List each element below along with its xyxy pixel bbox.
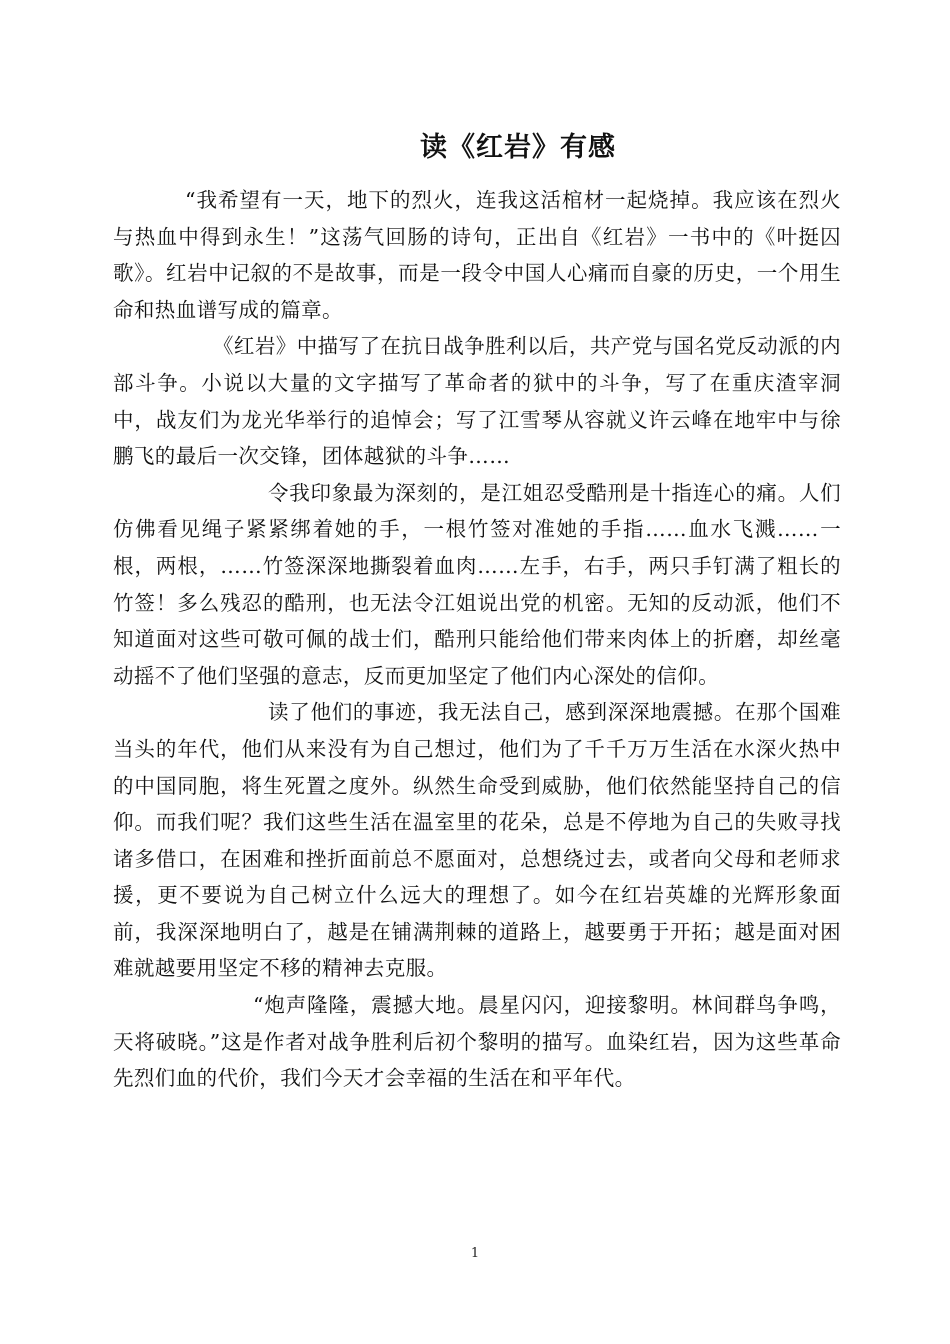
- paragraph-1: “我希望有一天，地下的烈火，连我这活棺材一起烧掉。我应该在烈火与热血中得到永生！”这荡气回肠的诗句，正出自《红岩》一书中的《叶挺囚歌》。红岩中记叙的不是故事，而是一段令中国人心痛而自豪的历史，一个用生命和热血谱写成的篇章。: [113, 188, 841, 322]
- paragraph-4: 读了他们的事迹，我无法自己，感到深深地震撼。在那个国难当头的年代，他们从来没有为自己想过，他们为了千千万万生活在水深火热中的中国同胞，将生死置之度外。纵然生命受到威胁，他们依然能坚持自己的信仰。而我们呢？我们这些生活在温室里的花朵，总是不停地为自己的失败寻找诸多借口，在困难和挫折面前总不愿面对，总想绕过去，或者向父母和老师求援，更不要说为自己树立什么远大的理想了。如今在红岩英雄的光辉形象面前，我深深地明白了，越是在铺满荆棘的道路上，越要勇于开拓；越是面对困难就越要用坚定不移的精神去克服。: [113, 700, 841, 981]
- paragraph-5: “炮声隆隆，震撼大地。晨星闪闪，迎接黎明。林间群鸟争鸣，天将破晓。”这是作者对战争胜利后初个黎明的描写。血染红岩，因为这些革命先烈们血的代价，我们今天才会幸福的生活在和平年代。: [113, 993, 841, 1091]
- page-title: 读《红岩》有感: [420, 132, 616, 163]
- paragraph-2: 《红岩》中描写了在抗日战争胜利以后，共产党与国名党反动派的内部斗争。小说以大量的文字描写了革命者的狱中的斗争，写了在重庆渣宰洞中，战友们为龙光华举行的追悼会；写了江雪琴从容就义许云峰在地牢中与徐鹏飞的最后一次交锋，团体越狱的斗争……: [113, 334, 841, 469]
- paragraph-3: 令我印象最为深刻的，是江姐忍受酷刑是十指连心的痛。人们仿佛看见绳子紧紧绑着她的手，一根竹签对准她的手指……血水飞溅……一根，两根，……竹签深深地撕裂着血肉……左手，右手，两只手钉满了粗长的竹签！多么残忍的酷刑，也无法令江姐说出党的机密。无知的反动派，他们不知道面对这些可敬可佩的战士们，酷刑只能给他们带来肉体上的折磨，却丝毫动摇不了他们坚强的意志，反而更加坚定了他们内心深处的信仰。: [113, 480, 841, 688]
- page-number: 1: [470, 1246, 480, 1261]
- essay-body: [113, 182, 841, 1097]
